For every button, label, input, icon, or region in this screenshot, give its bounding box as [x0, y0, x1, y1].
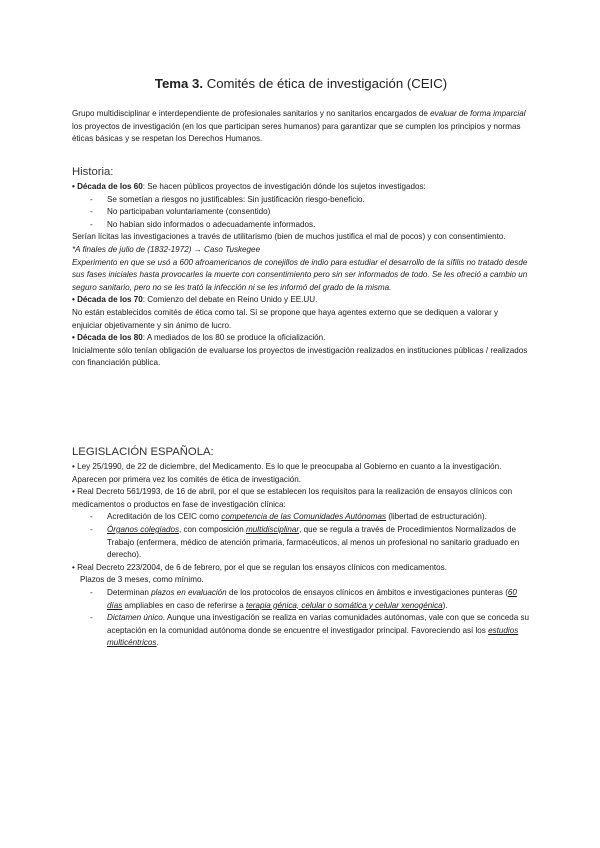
rd-223-2004: • Real Decreto 223/2004, de 6 de febrero, por el que se regulan los ensayos clínicos con medicamentos. [72, 562, 447, 572]
ley-25-1990: • Ley 25/1990, de 22 de diciembre, del Medicamento. Es lo que le preocupaba al Gobierno en cuanto a la investigación. Aparecen por primera vez los comités de ética de investigación. [72, 462, 502, 484]
intro-italic: evaluar de forma imparcial [430, 109, 526, 118]
tuskegee-paragraph: Experimento en que se usó a 600 afroamericanos de conejillos de indio para estudiar el desarrollo de la sífilis no tratado desde sus fases iniciales hasta provocarles la muerte con consentimiento pero sin ser informados de todo. Se les ofreció a cambio un seguro sanitario, pero no se les trató la infección ni se les informó del grado de la misma. [72, 257, 528, 292]
sub-item: - Órganos colegiados, con composición multidisciplinar, que se regula a través de Procedimientos Normalizados de Trabajo (enfermera, médico de atención primaria, farmacéuticos, al menos un profesional no sanitario graduado en derecho). [90, 524, 520, 560]
intro-part2: los proyectos de investigación (en los que participan seres humanos) para garantizar que se cumplen los principios y normas éticas básicas y se respetan los Derechos Humanos. [72, 121, 521, 144]
decada-80-bullet: • Década de los 80: A mediados de los 80 se produce la oficialización. [72, 333, 326, 343]
sub-item: - Se sometían a riesgos no justificables: Sin justificación riesgo-beneficio. [90, 194, 365, 204]
rd-561-1993: • Real Decreto 561/1993, de 16 de abril, por el que se establecen los requisitos para la realización de ensayos clínicos con medicamentos o productos en fase de investigación clínica: [72, 487, 513, 509]
decada-70-paragraph: No están establecidos comités de ética como tal. Sí se propone que haya agentes externo que se dediquen a valorar y enjuiciar objetivamente y sin ánimo de lucro. [72, 307, 499, 330]
title-topic: Tema 3. [154, 76, 204, 91]
sub-item: - Acreditación de los CEIC como competencia de las Comunidades Autónomas (libertad de estructuración). [90, 512, 487, 522]
tuskegee-title: *A finales de julio de (1832-1972) → Caso Tuskegee [72, 244, 261, 254]
sub-item: - No participaban voluntariamente (consentido) [90, 207, 271, 217]
decada-80-paragraph: Inicialmente sólo tenían obligación de evaluarse los proyectos de investigación realizados en instituciones públicas / realizados con financiación pública. [72, 345, 528, 368]
legislacion-section [72, 446, 530, 650]
sub-item: - No habían sido informados o adecuadamente informados. [90, 219, 316, 229]
historia-heading: Historia: [72, 166, 114, 178]
plazos-text: Plazos de 3 meses, como mínimo. [80, 575, 204, 585]
licitas-paragraph: Serían lícitas las investigaciones a través de utilitarismo (bien de muchos justifica el mal de pocos) y con consentimiento. [72, 232, 506, 242]
title-text: Comités de ética de investigación (CEIC) [203, 76, 448, 91]
intro-part1: Grupo multidisciplinar e interdependiente de profesionales sanitarios y no sanitarios encargados de [72, 109, 431, 118]
page-title [72, 76, 530, 91]
sub-item: - Dictamen único. Aunque una investigación se realiza en varias comunidades autónomas, vale con que se conceda su aceptación en la comunidad autónoma donde se encuentre el investigador principal. Favoreciendo así los estudios multicéntricos. [90, 613, 530, 648]
sub-item: - Determinan plazos en evaluación de los protocolos de ensayos clínicos en ámbitos e investigaciones punteras (60 días ampliables en caso de referirse a terapia génica, celular o somática y celular xenogénica). [90, 587, 517, 610]
historia-section [72, 166, 530, 370]
decada-70-bullet: • Década de los 70: Comienzo del debate en Reino Unido y EE.UU. [72, 295, 318, 305]
decada-60-bullet: • Década de los 60: Se hacen públicos proyectos de investigación dónde los sujetos investigados: [72, 182, 426, 191]
legislacion-heading: LEGISLACIÓN ESPAÑOLA: [72, 446, 214, 458]
intro-paragraph [72, 108, 530, 146]
